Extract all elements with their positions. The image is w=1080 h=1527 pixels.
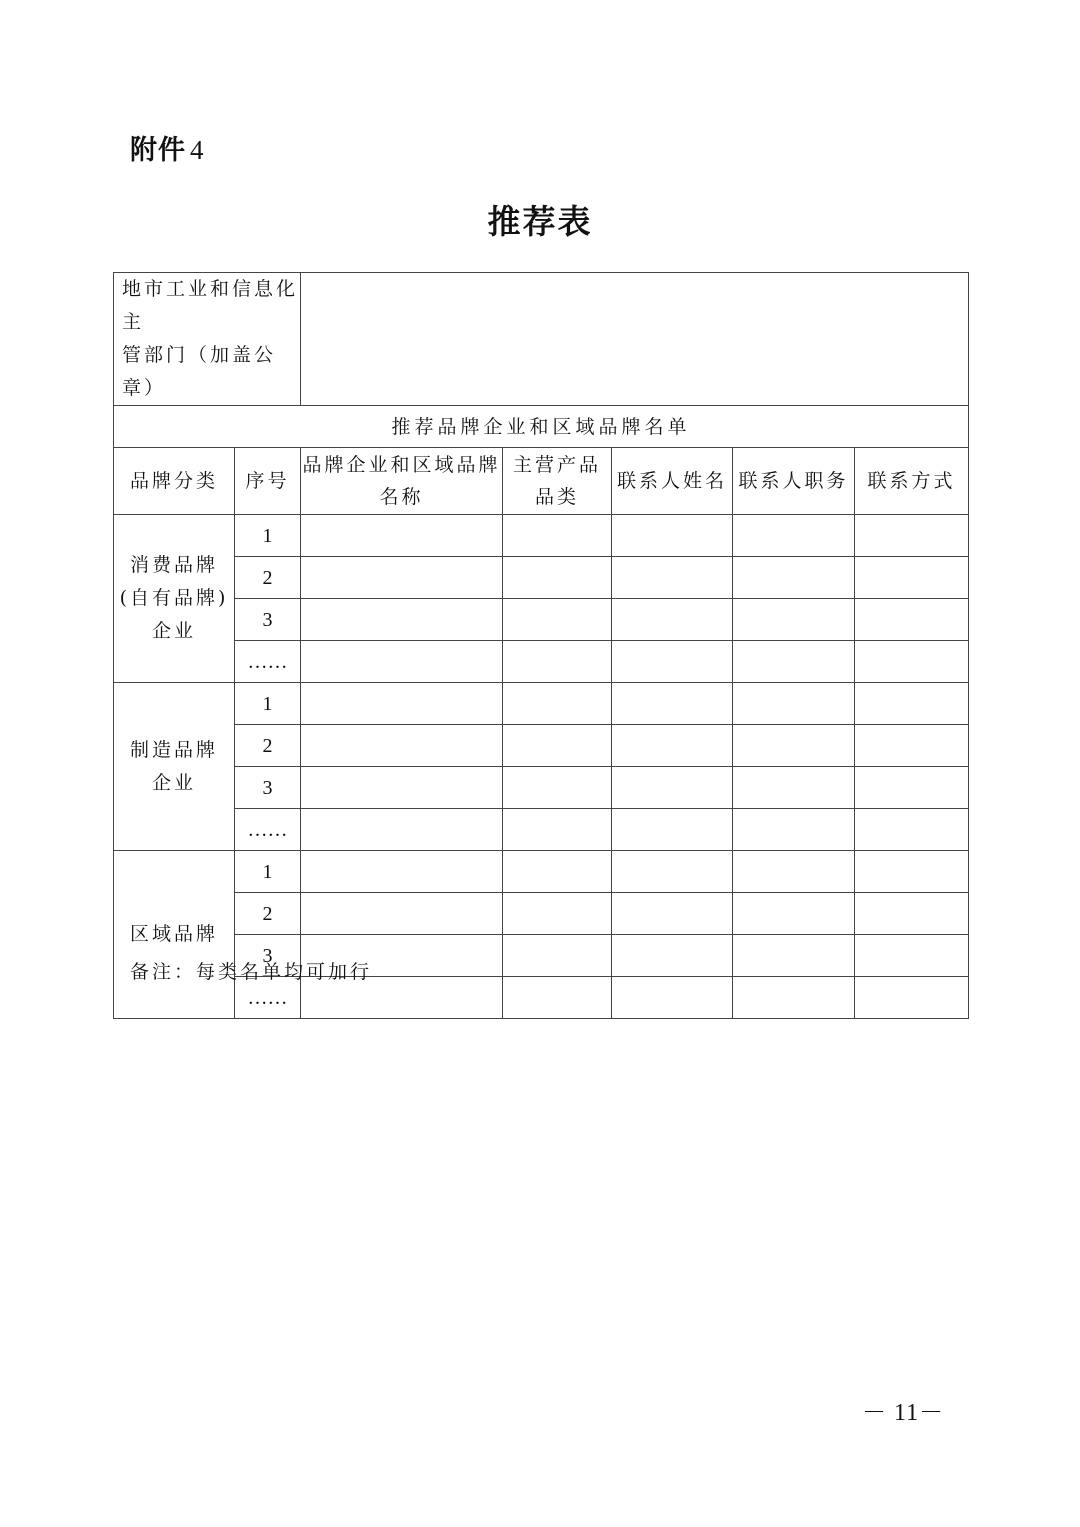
seq-cell: 1 [235, 683, 301, 725]
seq-cell: 2 [235, 557, 301, 599]
seq-cell: 3 [235, 599, 301, 641]
contact-method-field[interactable] [855, 725, 969, 767]
contact-method-field[interactable] [855, 767, 969, 809]
contact-name-field[interactable] [612, 851, 733, 893]
list-title: 推荐品牌企业和区域品牌名单 [114, 406, 969, 448]
brand-name-field[interactable] [301, 683, 503, 725]
product-field[interactable] [503, 977, 612, 1019]
table-row [114, 809, 969, 851]
header-seq: 序号 [235, 448, 301, 515]
seq-cell: 3 [235, 767, 301, 809]
contact-name-field[interactable] [612, 515, 733, 557]
table-row [114, 767, 969, 809]
header-name-line2: 名称 [379, 486, 424, 508]
contact-name-field[interactable] [612, 935, 733, 977]
header-name-line1: 品牌企业和区域品牌 [302, 454, 501, 476]
contact-title-field[interactable] [733, 809, 855, 851]
brand-name-field[interactable] [301, 809, 503, 851]
category-line: 消费品牌 [129, 554, 218, 576]
product-field[interactable] [503, 893, 612, 935]
brand-name-field[interactable] [301, 767, 503, 809]
contact-method-field[interactable] [855, 641, 969, 683]
category-regional-brand [114, 851, 235, 1019]
brand-name-field[interactable] [301, 893, 503, 935]
seq-cell: 2 [235, 893, 301, 935]
product-field[interactable] [503, 767, 612, 809]
header-contact-name: 联系人姓名 [612, 448, 733, 515]
contact-title-field[interactable] [733, 893, 855, 935]
header-row [114, 448, 969, 515]
page-title: 推荐表 [487, 202, 593, 241]
contact-method-field[interactable] [855, 935, 969, 977]
seq-cell: 1 [235, 515, 301, 557]
product-field[interactable] [503, 725, 612, 767]
brand-name-field[interactable] [301, 557, 503, 599]
org-label-cell [114, 273, 301, 406]
list-title-row [114, 406, 969, 448]
contact-name-field[interactable] [612, 683, 733, 725]
header-product-line2: 品类 [535, 486, 580, 508]
contact-name-field[interactable] [612, 641, 733, 683]
contact-title-field[interactable] [733, 935, 855, 977]
contact-title-field[interactable] [733, 557, 855, 599]
brand-name-field[interactable] [301, 515, 503, 557]
product-field[interactable] [503, 515, 612, 557]
contact-name-field[interactable] [612, 599, 733, 641]
attachment-label-text: 附件 [130, 135, 186, 166]
table-row [114, 851, 969, 893]
seq-cell: 2 [235, 725, 301, 767]
category-line: (自有品牌) [119, 587, 229, 609]
org-row [114, 273, 969, 406]
recommendation-table [113, 272, 969, 1019]
table-row [114, 725, 969, 767]
contact-title-field[interactable] [733, 599, 855, 641]
category-line: 企业 [151, 771, 196, 794]
contact-title-field[interactable] [733, 641, 855, 683]
header-name [301, 448, 503, 515]
product-field[interactable] [503, 557, 612, 599]
category-line: 制造品牌 [129, 738, 218, 761]
table-row [114, 893, 969, 935]
org-value-field[interactable] [301, 273, 969, 406]
contact-name-field[interactable] [612, 557, 733, 599]
product-field[interactable] [503, 599, 612, 641]
product-field[interactable] [503, 641, 612, 683]
contact-name-field[interactable] [612, 809, 733, 851]
contact-name-field[interactable] [612, 977, 733, 1019]
brand-name-field[interactable] [301, 725, 503, 767]
attachment-number: 4 [190, 135, 205, 165]
contact-title-field[interactable] [733, 851, 855, 893]
table-row [114, 515, 969, 557]
contact-method-field[interactable] [855, 599, 969, 641]
org-label-line1: 地市工业和信息化主 [122, 278, 299, 333]
header-product [503, 448, 612, 515]
table-row [114, 683, 969, 725]
attachment-label [130, 128, 205, 167]
category-line: 区域品牌 [129, 923, 218, 945]
contact-title-field[interactable] [733, 683, 855, 725]
product-field[interactable] [503, 935, 612, 977]
header-category: 品牌分类 [114, 448, 235, 515]
contact-method-field[interactable] [855, 977, 969, 1019]
seq-cell: …… [235, 977, 301, 1019]
contact-method-field[interactable] [855, 557, 969, 599]
contact-method-field[interactable] [855, 893, 969, 935]
contact-name-field[interactable] [612, 767, 733, 809]
category-manufacturing-brand [114, 683, 235, 851]
org-label-line2: 管部门（加盖公章） [122, 344, 277, 399]
product-field[interactable] [503, 851, 612, 893]
contact-name-field[interactable] [612, 725, 733, 767]
brand-name-field[interactable] [301, 641, 503, 683]
category-consumer-brand [114, 515, 235, 683]
contact-title-field[interactable] [733, 977, 855, 1019]
contact-method-field[interactable] [855, 851, 969, 893]
seq-cell: 3 [235, 935, 301, 977]
brand-name-field[interactable] [301, 851, 503, 893]
seq-cell: 1 [235, 851, 301, 893]
contact-method-field[interactable] [855, 683, 969, 725]
header-contact-title: 联系人职务 [733, 448, 855, 515]
product-field[interactable] [503, 809, 612, 851]
header-product-line1: 主营产品 [513, 454, 602, 476]
contact-name-field[interactable] [612, 893, 733, 935]
contact-method-field[interactable] [855, 809, 969, 851]
category-line: 企业 [151, 620, 196, 642]
contact-title-field[interactable] [733, 515, 855, 557]
seq-cell: …… [235, 809, 301, 851]
product-field[interactable] [503, 683, 612, 725]
seq-cell: …… [235, 641, 301, 683]
contact-method-field[interactable] [855, 515, 969, 557]
contact-title-field[interactable] [733, 725, 855, 767]
table-row [114, 557, 969, 599]
header-contact-method: 联系方式 [855, 448, 969, 515]
footnote: 备注：每类名单均可加行 [130, 961, 373, 983]
brand-name-field[interactable] [301, 599, 503, 641]
table-row [114, 641, 969, 683]
page-number: － 11－ [862, 1400, 945, 1426]
table-row [114, 599, 969, 641]
contact-title-field[interactable] [733, 767, 855, 809]
